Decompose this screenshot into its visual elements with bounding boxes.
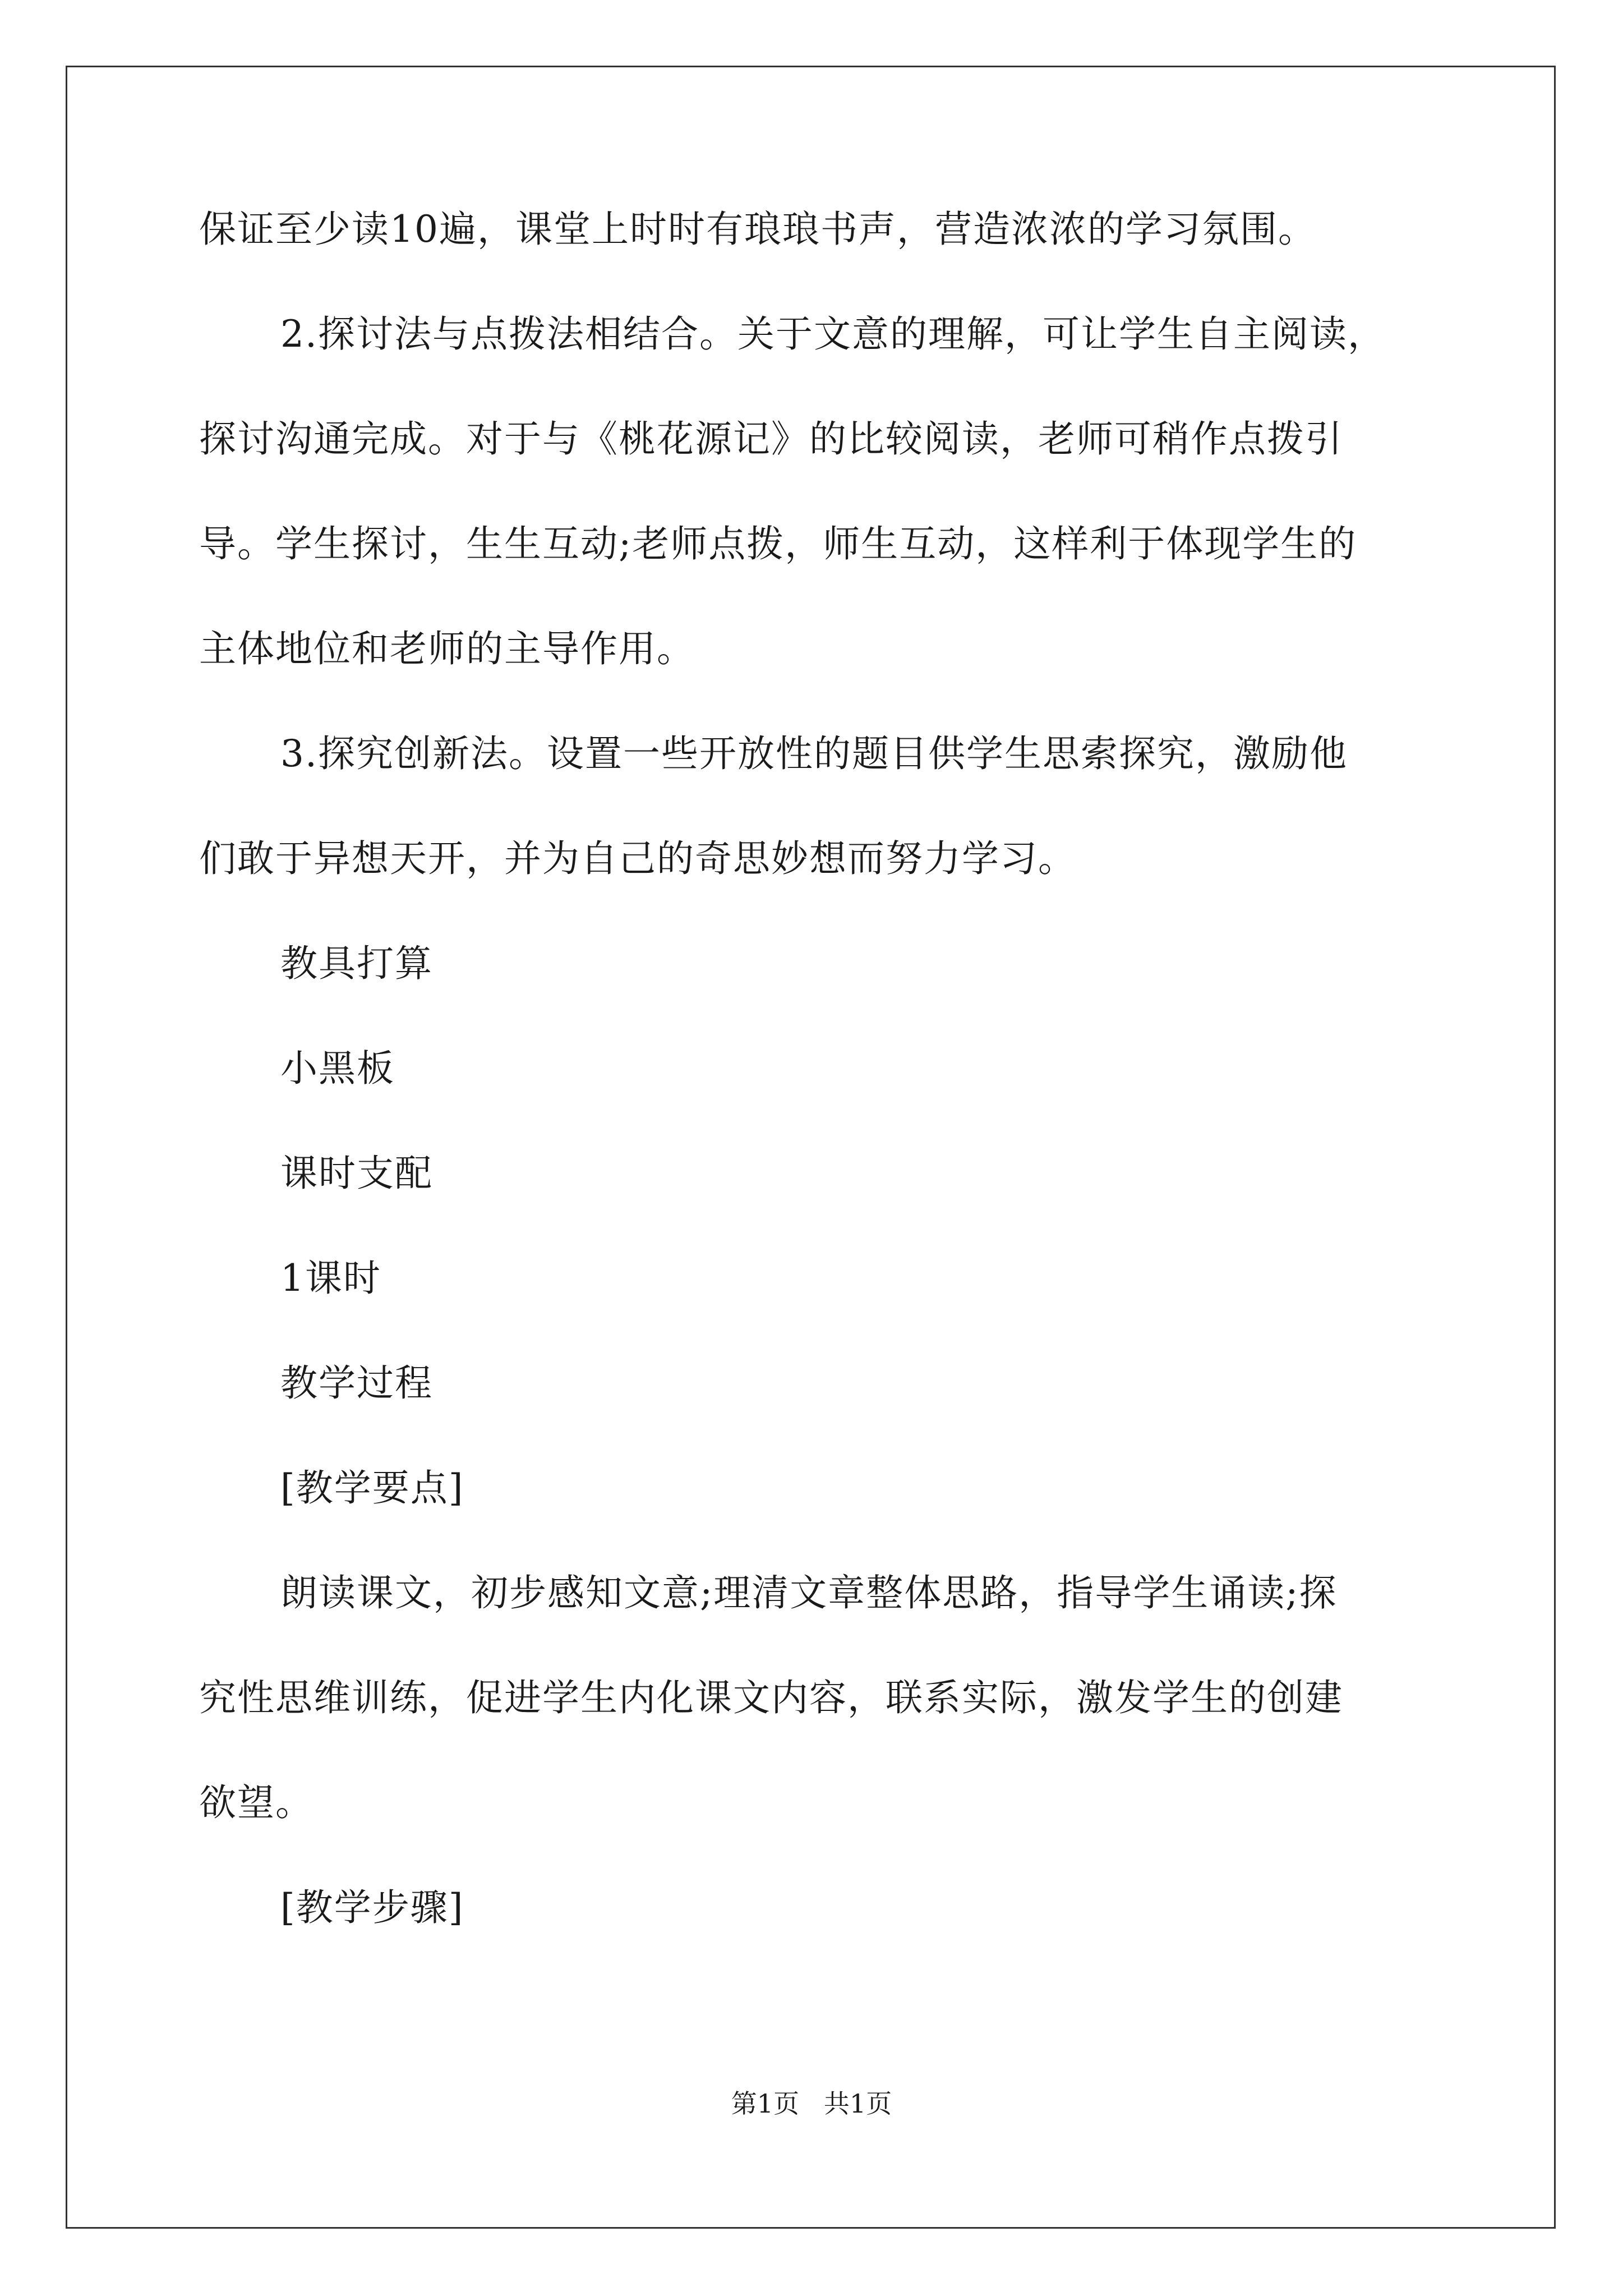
heading-teaching-tools: 教具打算: [280, 942, 433, 985]
heading-teaching-process: 教学过程: [280, 1361, 433, 1405]
page-footer: 第1页 共1页: [731, 2088, 892, 2119]
paragraph-3-line-2: 们敢于异想天开，并为自己的奇思妙想而努力学习。: [199, 837, 1076, 880]
key-points-line-1: 朗读课文，初步感知文意;理清文章整体思路，指导学生诵读;探: [280, 1571, 1338, 1614]
class-schedule-value: 1课时: [280, 1257, 381, 1300]
heading-class-schedule: 课时支配: [280, 1152, 433, 1195]
paragraph-3-line-1: 3.探究创新法。设置一些开放性的题目供学生思索探究，激励他: [280, 732, 1348, 775]
paragraph-2-line-2: 探讨沟通完成。对于与《桃花源记》的比较阅读，老师可稍作点拨引: [199, 417, 1343, 461]
paragraph-2-line-3: 导。学生探讨，生生互动;老师点拨，师生互动，这样利于体现学生的: [199, 522, 1357, 565]
key-points-line-3: 欲望。: [199, 1781, 313, 1824]
paragraph-1-line-1: 保证至少读10遍，课堂上时时有琅琅书声，营造浓浓的学习氛围。: [199, 208, 1316, 251]
key-points-line-2: 究性思维训练，促进学生内化课文内容，联系实际，激发学生的创建: [199, 1676, 1343, 1719]
heading-key-points: [教学要点]: [280, 1466, 464, 1510]
paragraph-2-line-4: 主体地位和老师的主导作用。: [199, 627, 695, 670]
heading-teaching-steps: [教学步骤]: [280, 1886, 464, 1929]
paragraph-2-line-1: 2.探讨法与点拨法相结合。关于文意的理解，可让学生自主阅读，: [280, 312, 1386, 356]
teaching-tools-value: 小黑板: [280, 1047, 395, 1090]
